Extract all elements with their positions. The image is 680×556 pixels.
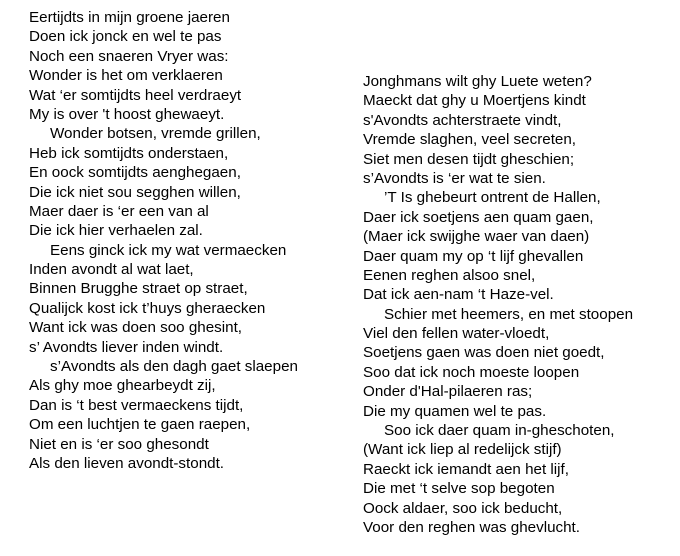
poem-line: Schier met heemers, en met stoopen xyxy=(384,305,634,323)
poem-line: Doen ick jonck en wel te pas xyxy=(29,28,222,46)
poem-line: Soetjens gaen was doen niet goedt, xyxy=(363,344,605,362)
poem-line: Inden avondt al wat laet, xyxy=(29,261,194,279)
poem-line: Heb ick somtijdts onderstaen, xyxy=(29,144,229,162)
poem-line: Wonder is het om verklaeren xyxy=(29,67,223,85)
poem-line: Siet men desen tijdt gheschien; xyxy=(363,150,575,168)
poem-column-right xyxy=(363,72,673,537)
poem-line: En oock somtijdts aenghegaen, xyxy=(29,164,241,182)
poem-column-left xyxy=(29,8,339,473)
poem-line: Qualijck kost ick t’huys gheraecken xyxy=(29,299,266,317)
poem-line: (Maer ick swijghe waer van daen) xyxy=(363,228,590,246)
poem-line: Die ick niet sou segghen willen, xyxy=(29,183,241,201)
poem-line: ’T Is ghebeurt ontrent de Hallen, xyxy=(384,189,601,207)
poem-line: Raeckt ick iemandt aen het lijf, xyxy=(363,460,569,478)
poem-line: Als ghy moe ghearbeydt zij, xyxy=(29,377,216,395)
poem-line: (Want ick liep al redelijck stijf) xyxy=(363,441,562,459)
poem-line: Die met ‘t selve sop begoten xyxy=(363,480,555,498)
poem-line: Als den lieven avondt-stondt. xyxy=(29,454,225,472)
poem-line: Wat ‘er somtijdts heel verdraeyt xyxy=(29,86,242,104)
poem-line: Oock aldaer, soo ick beducht, xyxy=(363,499,563,517)
poem-line: s’ Avondts liever inden windt. xyxy=(29,338,224,356)
poem-line: Voor den reghen was ghevlucht. xyxy=(363,518,580,536)
poem-line: Binnen Brugghe straet op straet, xyxy=(29,280,248,298)
poem-line: Daer quam my op ‘t lijf ghevallen xyxy=(363,247,584,265)
poem-line: Wonder botsen, vremde grillen, xyxy=(50,125,261,143)
poem-line: Eenen reghen alsoo snel, xyxy=(363,266,536,284)
poem-line: Die ick hier verhaelen zal. xyxy=(29,222,203,240)
poem-line: s’Avondts is ‘er wat te sien. xyxy=(363,169,546,187)
poem-line: Noch een snaeren Vryer was: xyxy=(29,47,229,65)
poem-line: Niet en is ‘er soo ghesondt xyxy=(29,435,209,453)
poem-line: Om een luchtjen te gaen raepen, xyxy=(29,416,251,434)
poem-line: Daer ick soetjens aen quam gaen, xyxy=(363,208,594,226)
poem-line: Vremde slaghen, veel secreten, xyxy=(363,131,577,149)
poem-line: Die my quamen wel te pas. xyxy=(363,402,547,420)
poem-line: Soo ick daer quam in-gheschoten, xyxy=(384,422,615,440)
poem-line: Soo dat ick noch moeste loopen xyxy=(363,363,580,381)
poem-line: Dan is ‘t best vermaeckens tijdt, xyxy=(29,396,244,414)
poem-line: Want ick was doen soo ghesint, xyxy=(29,319,243,337)
poem-line: Maer daer is ‘er een van al xyxy=(29,202,209,220)
poem-line: My is over 't hoost ghewaeyt. xyxy=(29,105,225,123)
poem-line: Viel den fellen water-vloedt, xyxy=(363,325,550,343)
poem-line: Eens ginck ick my wat vermaecken xyxy=(50,241,287,259)
poem-line: Maeckt dat ghy u Moertjens kindt xyxy=(363,92,586,110)
poem-line: Dat ick aen-nam ‘t Haze-vel. xyxy=(363,286,554,304)
poem-line: s'Avondts achterstraete vindt, xyxy=(363,111,562,129)
poem-line: Jonghmans wilt ghy Luete weten? xyxy=(363,73,592,90)
poem-line: Onder d'Hal-pilaeren ras; xyxy=(363,383,533,401)
poem-line: s’Avondts als den dagh gaet slaepen xyxy=(50,358,298,376)
poem-line: Eertijdts in mijn groene jaeren xyxy=(29,9,230,26)
